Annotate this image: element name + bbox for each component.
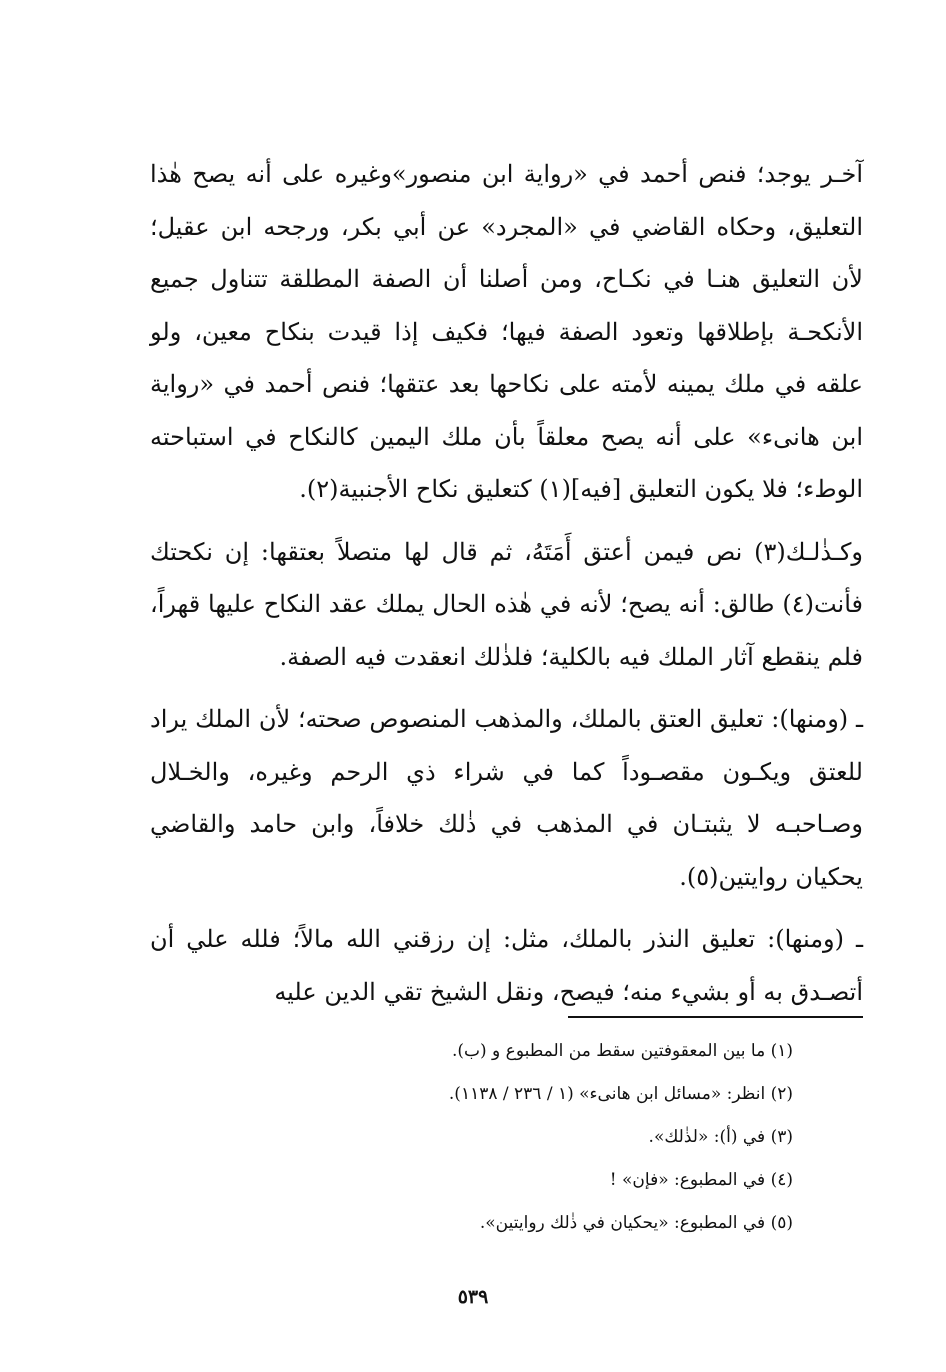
footnote-2: (٢) انظر: «مسائل ابن هانىء» (١ / ٢٣٦ / ١١٣٨). — [448, 1084, 793, 1104]
footnote-separator — [568, 1016, 863, 1018]
footnote-3: (٣) في (أ): «لذٰلك». — [648, 1127, 793, 1147]
footnote-1: (١) ما بين المعقوفتين سقط من المطبوع و (ب). — [451, 1041, 793, 1061]
footnotes — [150, 1030, 793, 1245]
paragraph-2: وكـذٰلـك(٣) نص فيمن أعتق أَمَتَهُ، ثم قال لها متصلاً بعتقها: إن نكحتك فأنت(٤) طالق: أنه يصح؛ لأنه في هٰذه الحال يملك عقد النكاح عليها قهراً، فلم ينقطع آثار الملك فيه بالكلية؛ فلذٰلك انعقدت فيه الصفة. — [150, 537, 863, 671]
paragraph-4: ـ (ومنها): تعليق النذر بالملك، مثل: إن رزقني الله مالاً؛ فلله علي أن أتصـدق به أو بشيء منه؛ فيصح، ونقل الشيخ تقي الدين عليه — [150, 925, 863, 1006]
footnote-5: (٥) في المطبوع: «يحكيان في ذٰلك روايتين». — [479, 1213, 793, 1233]
main-text — [150, 148, 863, 1018]
paragraph-3: ـ (ومنها): تعليق العتق بالملك، والمذهب المنصوص صحته؛ لأن الملك يراد للعتق ويكـون مقصـوداً كما في شراء ذي الرحم وغيره، والخـلال وصـاحبـه لا يثبتـان في المذهب في ذٰلك خلافاً، وابن حامد والقاضي يحكيان روايتين(٥). — [150, 705, 863, 891]
paragraph-1: آخـر يوجد؛ فنص أحمد في «رواية ابن منصور»وغيره على أنه يصح هٰذا التعليق، وحكاه القاضي في «المجرد» عن أبي بكر، ورجحه ابن عقيل؛ لأن التعليق هنـا في نكـاح، ومن أصلنا أن الصفة المطلقة تتناول جميع الأنكحـة بإطلاقها وتعود الصفة فيها؛ فكيف إذا قيدت بنكاح معين، ولو علقه في ملك يمينه لأمته على نكاحها بعد عتقها؛ فنص أحمد في «رواية ابن هانىء» على أنه يصح معلقاً بأن ملك اليمين كالنكاح في استباحته الوطء؛ فلا يكون التعليق [فيه](١) كتعليق نكاح الأجنبية(٢). — [150, 160, 863, 503]
page-number: ٥٣٩ — [457, 1286, 489, 1308]
footnote-4: (٤) في المطبوع: «فإن» ! — [609, 1170, 793, 1190]
